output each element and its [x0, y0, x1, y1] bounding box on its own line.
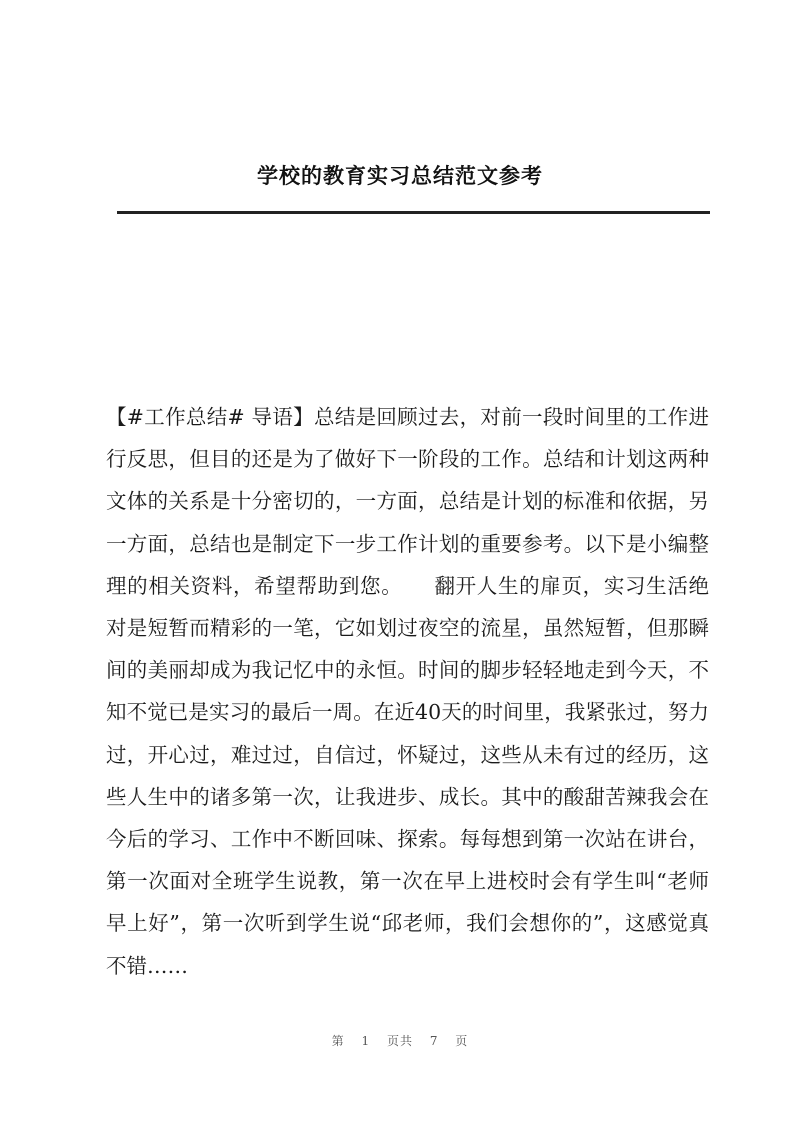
- body-paragraph: 【#工作总结# 导语】总结是回顾过去，对前一段时间里的工作进行反思，但目的还是为了做好下一阶段的工作。总结和计划这两种文体的关系是十分密切的，一方面，总结是计划的标准和依据，另一方面，总结也是制定下一步工作计划的重要参考。以下是小编整理的相关资料，希望帮助到您。 翻开人生的扉页，实习生活绝对是短暂而精彩的一笔，它如划过夜空的流星，虽然短暂，但那瞬间的美丽却成为我记忆中的永恒。时间的脚步轻轻地走到今天，不知不觉已是实习的最后一周。在近40天的时间里，我紧张过，努力过，开心过，难过过，自信过，怀疑过，这些从未有过的经历，这些人生中的诸多第一次，让我进步、成长。其中的酸甜苦辣我会在今后的学习、工作中不断回味、探索。每每想到第一次站在讲台，第一次面对全班学生说教，第一次在早上进校时会有学生叫“老师早上好”，第一次听到学生说“邱老师，我们会想你的”，这感觉真不错……: [106, 405, 709, 978]
- title-divider: [117, 211, 710, 214]
- current-page-number: 1: [361, 1034, 371, 1048]
- page-footer: [0, 1032, 800, 1049]
- total-page-count: 7: [429, 1034, 439, 1048]
- page-title: 学校的教育实习总结范文参考: [257, 163, 543, 188]
- page-label-mid: 页共: [386, 1034, 413, 1048]
- page-label-suffix: 页: [455, 1034, 469, 1048]
- page-label-prefix: 第: [331, 1034, 345, 1048]
